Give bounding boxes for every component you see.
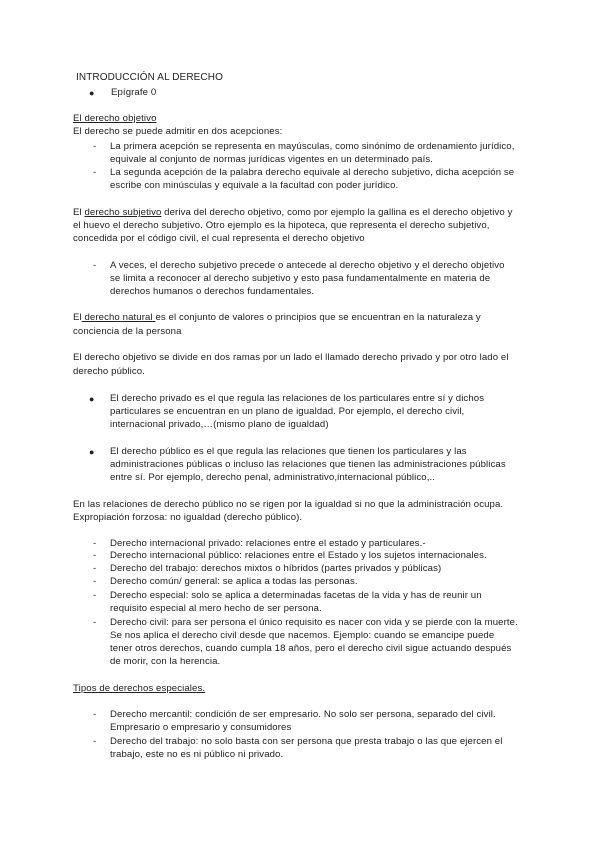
list-line: Derecho del trabajo: derechos mixtos o híbridos (partes privados y públicas) (110, 563, 442, 574)
list-line: Derecho del trabajo: no solo basta con ser persona que presta trabajo o las que ejercen el (110, 736, 503, 747)
dash-marker: - (93, 736, 97, 747)
list-line: administraciones públicas o incluso las relaciones que tienen las administraciones públicas (110, 459, 506, 470)
paragraph-line: el huevo el derecho subjetivo. Otro ejemplo es la hipoteca, que representa el derecho subjetivo, (73, 220, 490, 231)
list-line: entre sí. Por ejemplo, derecho penal, administrativo,internacional público,.. (110, 472, 436, 483)
term-derecho-subjetivo: derecho subjetivo (84, 207, 162, 218)
list-line: Derecho común/ general: se aplica a todas las personas. (110, 576, 358, 587)
term-derecho-natural: derecho natural (81, 312, 156, 323)
list-line: se limita a reconocer al derecho subjetivo y esto pasa fundamentalmente en materia de (110, 273, 491, 284)
text-run: El (73, 207, 85, 218)
bullet-icon: ● (89, 88, 95, 98)
dash-marker: - (93, 709, 97, 720)
list-line: El derecho privado es el que regula las relaciones de los particulares entre sí y dichos (110, 393, 485, 404)
dash-marker: - (93, 260, 97, 271)
list-line: Derecho internacional privado: relaciones entre el estado y particulares.- (110, 538, 426, 549)
list-line: de morir, con la herencia. (110, 656, 221, 667)
dash-marker: - (93, 590, 97, 601)
heading-tipos-derechos-especiales: Tipos de derechos especiales. (73, 683, 206, 694)
text-run: El (73, 312, 82, 323)
paragraph-line: conciencia de la persona (73, 326, 182, 337)
dash-marker: - (93, 538, 97, 549)
bullet-icon: ● (89, 447, 95, 457)
paragraph-line: derecho público. (73, 366, 146, 377)
paragraph: El derecho se puede admitir en dos acepciones: (73, 126, 283, 137)
list-line: Derecho internacional público: relaciones entre el Estado y los sujetos internacionales. (110, 550, 487, 561)
paragraph-line: concedida por el código civil, el cual representa el derecho objetivo (73, 233, 365, 244)
list-line: Empresario o empresario y consumidores (110, 722, 292, 733)
paragraph-line: El derecho objetivo se divide en dos ramas por un lado el llamado derecho privado y por otro lado el (73, 352, 509, 363)
epigrafe-label: Epígrafe 0 (111, 87, 157, 98)
list-line: La segunda acepción de la palabra derecho equivale al derecho subjetivo, dicha acepción se (110, 167, 515, 178)
list-line: internacional privado,…(mismo plano de igualdad) (110, 419, 329, 430)
text-run: es el conjunto de valores o principios que se encuentran en la naturaleza y (155, 312, 481, 323)
list-line: requisito especial al mero hecho de ser persona. (110, 603, 322, 614)
list-line: equivale al conjunto de normas jurídicas vigentes en un determinado país. (110, 154, 434, 165)
heading-derecho-objetivo: El derecho objetivo (73, 113, 157, 124)
list-line: El derecho público es el que regula las relaciones que tienen los particulares y las (110, 446, 467, 457)
paragraph-line: En las relaciones de derecho público no se rigen por la igualdad si no que la administración ocupa. (73, 499, 504, 510)
document-title: INTRODUCCIÓN AL DERECHO (76, 72, 223, 83)
dash-marker: - (93, 141, 97, 152)
text-run: deriva del derecho objetivo, como por ejemplo la gallina es el derecho objetivo y (161, 207, 513, 218)
list-line: particulares se encuentran en un plano de igualdad. Por ejemplo, el derecho civil, (110, 406, 465, 417)
dash-marker: - (93, 617, 97, 628)
list-line: Derecho especial: solo se aplica a determinadas facetas de la vida y has de reunir un (110, 590, 482, 601)
list-line: Derecho mercantil: condición de ser empresario. No solo ser persona, separado del civil. (110, 709, 496, 720)
bullet-icon: ● (89, 394, 95, 404)
dash-marker: - (93, 167, 97, 178)
list-line: Derecho civil: para ser persona el único requisito es nacer con vida y se pierde con la muerte. (110, 617, 518, 628)
dash-marker: - (93, 563, 97, 574)
dash-marker: - (93, 576, 97, 587)
list-line: trabajo, este no es ni público ni privado. (110, 749, 284, 760)
paragraph (73, 207, 513, 219)
list-line: A veces, el derecho subjetivo precede o antecede al derecho objetivo y el derecho objetivo (110, 260, 505, 271)
list-line: escribe con minúsculas y equivale a la facultad con poder jurídico. (110, 180, 399, 191)
paragraph (73, 312, 481, 324)
list-line: La primera acepción se representa en mayúsculas, como sinónimo de ordenamiento jurídico, (110, 141, 515, 152)
list-line: Se nos aplica el derecho civil desde que nacemos. Ejemplo: cuando se emancipe puede (110, 630, 495, 641)
list-line: tener otros derechos, cuando cumpla 18 años, pero el derecho civil sigue actuando después (110, 643, 512, 654)
paragraph-line: Expropiación forzosa: no igualdad (derecho público). (73, 512, 303, 523)
list-line: derechos humanos o derechos fundamentales. (110, 286, 315, 297)
dash-marker: - (93, 550, 97, 561)
